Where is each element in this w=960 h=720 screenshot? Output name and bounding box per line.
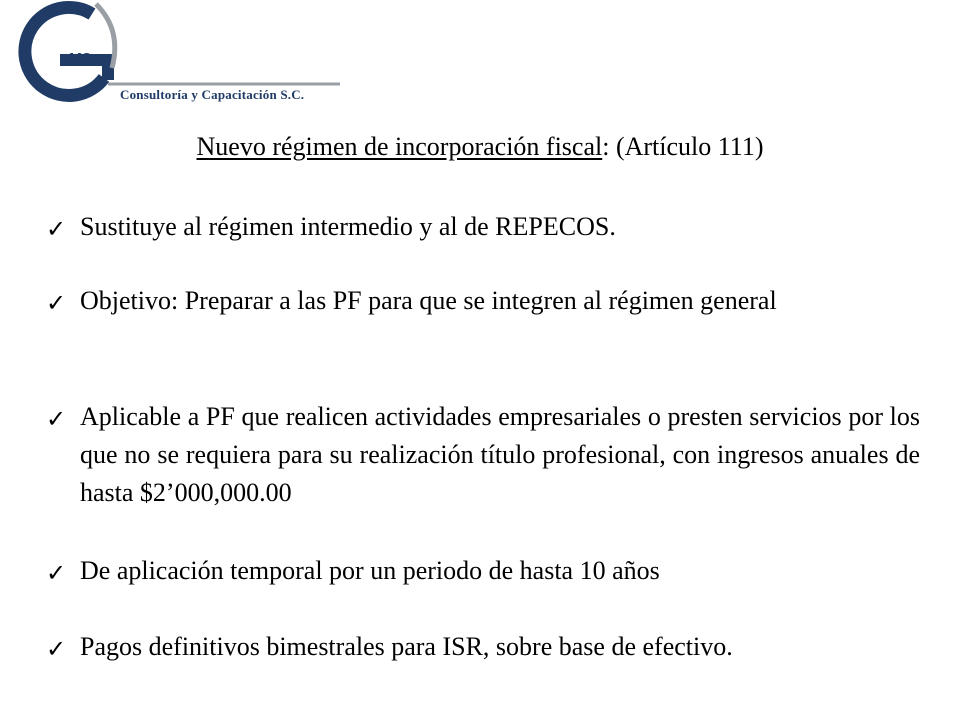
bullet-text: Aplicable a PF que realicen actividades empresariales o presten servicios por los que no se requiera para su realización título profesional, con ingresos anuales de hasta $2’000,000.00 — [80, 402, 920, 507]
check-icon: ✓ — [46, 289, 67, 317]
check-icon: ✓ — [46, 559, 67, 587]
bullet-text: Pagos definitivos bimestrales para ISR, sobre base de efectivo. — [80, 632, 733, 661]
company-name: Consultoría y Capacitación S.C. — [120, 87, 305, 102]
check-icon: ✓ — [46, 215, 67, 243]
bullet-item — [46, 282, 920, 320]
check-icon: ✓ — [46, 405, 67, 433]
bullet-item — [46, 208, 920, 246]
page-title — [0, 131, 960, 163]
bullet-item — [46, 552, 920, 590]
check-icon: ✓ — [46, 635, 67, 663]
logo-letters: va — [70, 47, 93, 69]
bullet-text: De aplicación temporal por un periodo de hasta 10 años — [80, 556, 660, 585]
bullet-item — [46, 628, 920, 666]
bullet-text: Sustituye al régimen intermedio y al de REPECOS. — [80, 212, 616, 241]
bullet-item — [46, 398, 920, 512]
title-rest: : (Artículo 111) — [602, 132, 764, 161]
company-logo — [0, 0, 360, 115]
title-underlined: Nuevo régimen de incorporación fiscal — [196, 132, 603, 161]
bullet-text: Objetivo: Preparar a las PF para que se integren al régimen general — [80, 286, 777, 315]
